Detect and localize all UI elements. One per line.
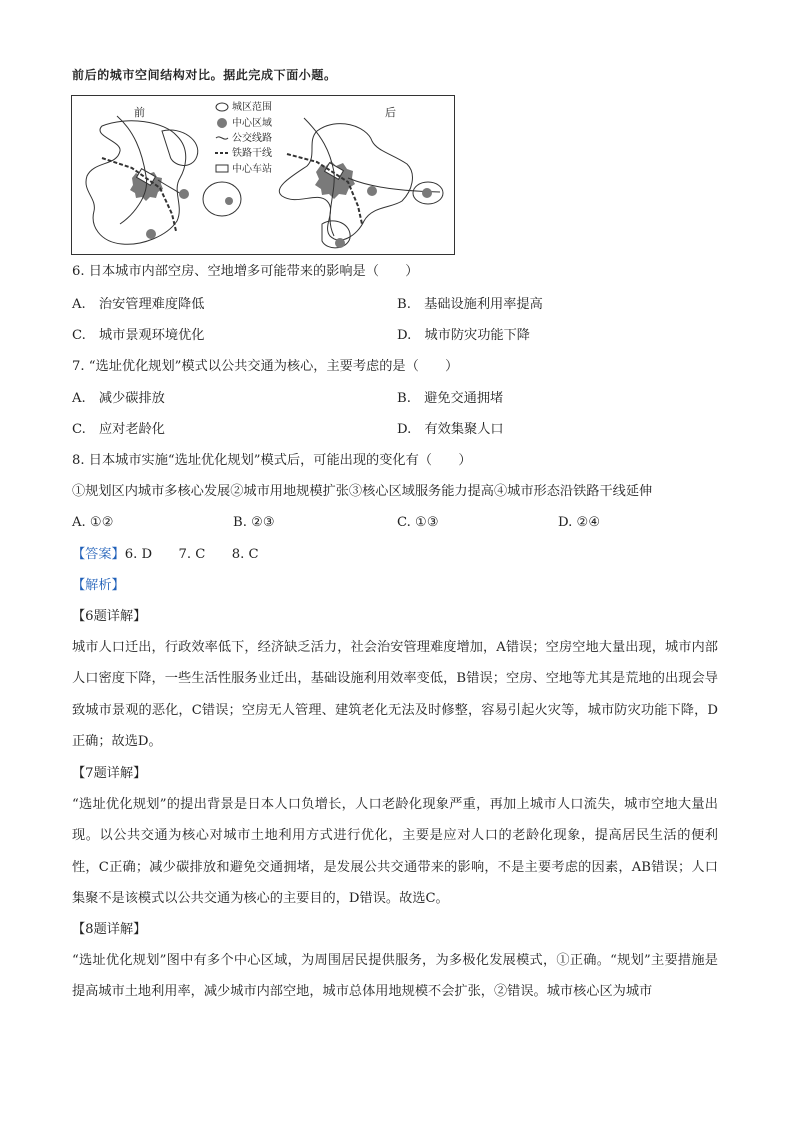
- option-letter: C.: [397, 515, 411, 530]
- q8-option-a[interactable]: [72, 514, 114, 532]
- central-area-blob: [367, 186, 377, 196]
- ellipse-outline-icon: [216, 103, 228, 111]
- question-8-stem: 8. 日本城市实施“选址优化规划”模式后，可能出现的变化有（ ）: [72, 453, 472, 468]
- question-8-statement: ①规划区内城市多核心发展②城市用地规模扩张③核心区域服务能力提高④城市形态沿铁路干线延伸: [72, 484, 653, 499]
- q6-option-d[interactable]: [397, 327, 530, 345]
- option-text: ①②: [89, 515, 114, 530]
- map-after: [279, 118, 443, 248]
- option-text: 避免交通拥堵: [424, 391, 504, 406]
- detail-8-text: “选址优化规划”图中有多个中心区域，为周围居民提供服务，为多极化发展模式，①正确。“规划”主要措施是提高城市土地利用率，减少城市内部空地，城市总体用地规模不会扩张，②错误。城市核心区为城市: [72, 953, 718, 1000]
- label-before: 前: [134, 106, 145, 119]
- city-structure-figure: [71, 95, 455, 255]
- option-text: 城市景观环境优化: [99, 328, 205, 343]
- wave-line-icon: [216, 137, 228, 139]
- q8-option-b[interactable]: [233, 514, 275, 532]
- urban-area-outline: [203, 182, 241, 216]
- option-letter: D.: [558, 515, 573, 530]
- option-text: ②③: [251, 515, 275, 530]
- central-area-blob: [146, 229, 156, 239]
- question-7-stem: 7. “选址优化规划”模式以公共交通为核心，主要考虑的是（ ）: [72, 359, 459, 374]
- intro-text: 前后的城市空间结构对比。据此完成下面小题。: [72, 68, 337, 82]
- gray-blob-icon: [217, 118, 227, 128]
- option-text: ①③: [415, 515, 439, 530]
- option-text: 减少碳排放: [98, 391, 165, 406]
- option-letter: D.: [397, 328, 412, 343]
- rectangle-icon: [216, 165, 228, 172]
- detail-6-heading: 【6题详解】: [72, 609, 147, 624]
- central-area-blob: [422, 188, 432, 198]
- q8-option-c[interactable]: [397, 514, 439, 532]
- option-text: 城市防灾功能下降: [424, 328, 530, 343]
- option-text: 基础设施利用率提高: [424, 297, 543, 312]
- option-text: 治安管理难度降低: [98, 297, 205, 312]
- option-letter: C.: [72, 328, 86, 343]
- answer-line: [72, 546, 259, 564]
- q7-option-d[interactable]: [397, 421, 504, 439]
- q8-option-d[interactable]: [558, 514, 600, 532]
- option-letter: A.: [72, 297, 86, 312]
- option-letter: B.: [397, 297, 411, 312]
- q7-option-a[interactable]: [72, 390, 165, 408]
- legend-label: 中心区域: [232, 118, 272, 129]
- detail-8-heading: 【8题详解】: [72, 922, 147, 937]
- legend-label: 中心车站: [232, 164, 272, 175]
- option-letter: D.: [397, 422, 412, 437]
- option-letter: B.: [397, 391, 411, 406]
- answer-text: 6. D 7. C 8. C: [124, 547, 259, 562]
- detail-7-heading: 【7题详解】: [72, 766, 147, 781]
- detail-7-text: “选址优化规划”的提出背景是日本人口负增长，人口老龄化现象严重，再加上城市人口流失，城市空地大量出现。以公共交通为核心对城市土地利用方式进行优化，主要是应对人口的老龄化现象，提高居民生活的便利性，C正确；减少碳排放和避免交通拥堵，是发展公共交通带来的影响，不是主要考虑的因素，AB错误；人口集聚不是该模式以公共交通为核心的主要目的，D错误。故选C。: [72, 797, 718, 906]
- central-area-blob: [179, 189, 189, 199]
- central-area-blob: [335, 238, 345, 248]
- legend-label: 城区范围: [232, 102, 272, 113]
- question-6-stem: 6. 日本城市内部空房、空地增多可能带来的影响是（ ）: [72, 264, 419, 279]
- analysis-label: 【解析】: [72, 578, 125, 593]
- q7-option-c[interactable]: [72, 421, 165, 439]
- q6-option-b[interactable]: [397, 296, 543, 314]
- q6-option-c[interactable]: [72, 327, 205, 345]
- q7-option-b[interactable]: [397, 390, 503, 408]
- option-text: 有效集聚人口: [424, 422, 504, 437]
- answer-label: 【答案】: [72, 547, 125, 562]
- legend: [215, 100, 272, 175]
- legend-label: 公交线路: [232, 133, 272, 144]
- map-before: [86, 116, 241, 244]
- central-area-blob: [225, 197, 233, 205]
- option-letter: A.: [72, 391, 86, 406]
- label-after: 后: [385, 106, 396, 119]
- legend-label: 铁路干线: [232, 148, 272, 159]
- option-text: ②④: [576, 515, 601, 530]
- option-letter: B.: [233, 515, 247, 530]
- option-letter: A.: [72, 515, 86, 530]
- option-text: 应对老龄化: [99, 422, 165, 437]
- detail-6-text: 城市人口迁出，行政效率低下，经济缺乏活力，社会治安管理难度增加，A错误；空房空地大量出现，城市内部人口密度下降，一些生活性服务业迁出，基础设施利用效率变低，B错误；空房、空地等尤其是荒地的出现会导致城市景观的恶化，C错误；空房无人管理、建筑老化无法及时修整，容易引起火灾等，城市防灾功能下降，D正确；故选D。: [72, 640, 718, 749]
- q6-option-a[interactable]: [72, 296, 204, 314]
- option-letter: C.: [72, 422, 86, 437]
- urban-area-outline: [162, 130, 198, 165]
